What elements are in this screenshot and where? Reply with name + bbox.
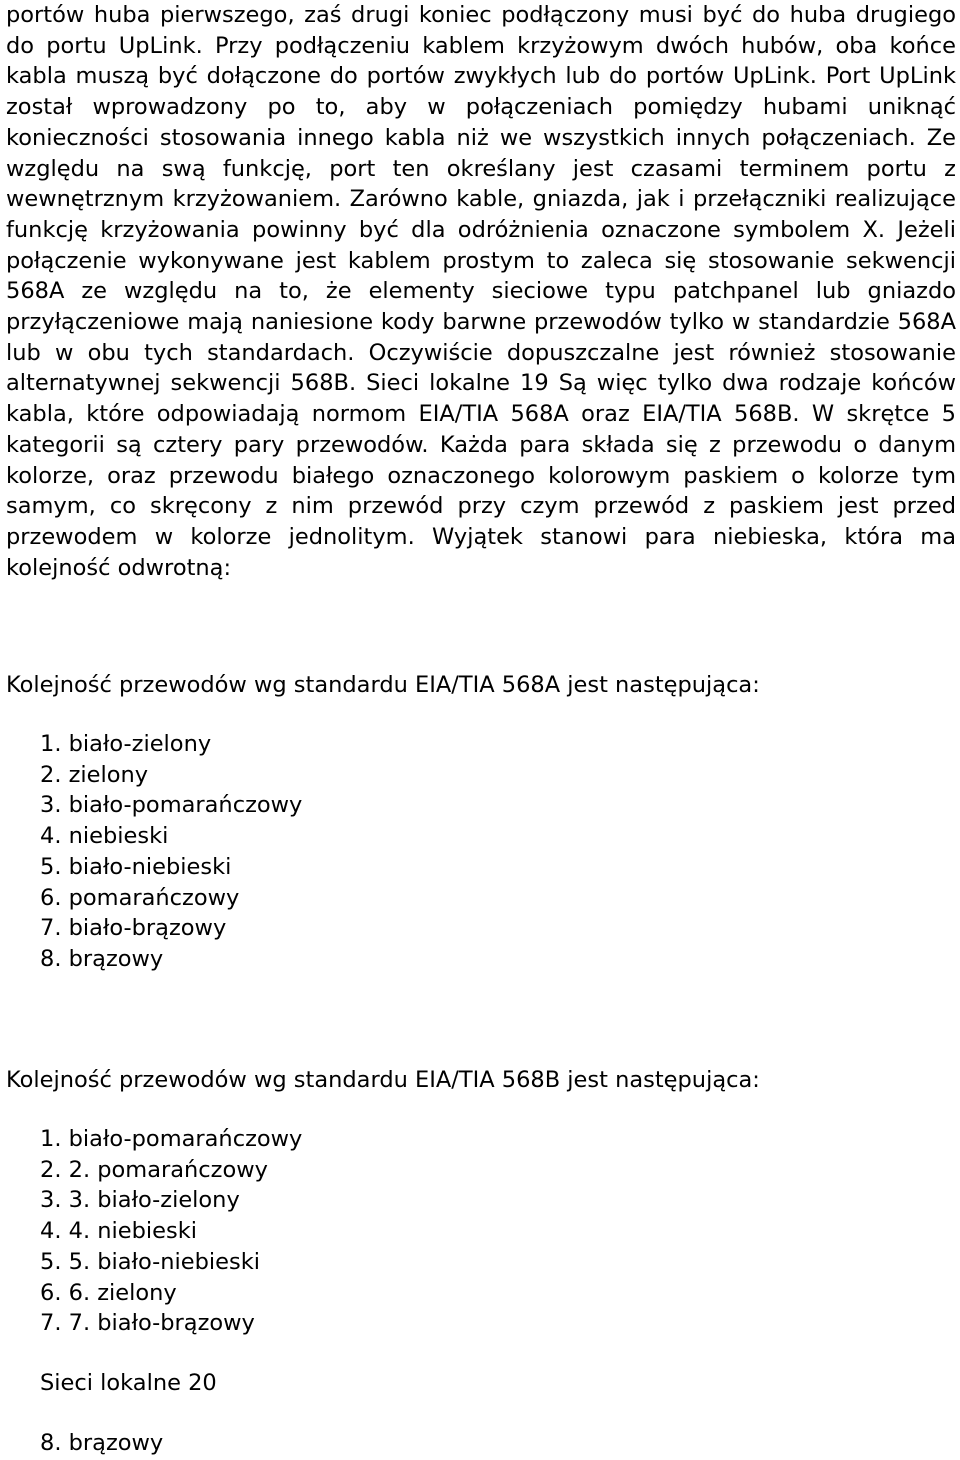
list-item: 4. niebieski <box>40 823 169 850</box>
body-paragraph: portów huba pierwszego, zaś drugi koniec podłączony musi być do huba drugiego do portu UpLink. Przy podłączeniu kablem krzyżowym dwóch hubów, oba końce kabla muszą być dołączone do portów zwykłych lub do portów UpLink. Port UpLink został wprowadzony po to, aby w połączeniach pomiędzy hubami uniknąć konieczności stosowania innego kabla niż we wszystkich innych połączeniach. Ze względu na swą funkcję, port ten określany jest czasami terminem portu z wewnętrznym krzyżowaniem. Zarówno kable, gniazda, jak i przełączniki realizujące funkcję krzyżowania powinny być dla odróżnienia oznaczone symbolem X. Jeżeli połączenie wykonywane jest kablem prostym to zaleca się stosowanie sekwencji 568A ze względu na to, że elementy sieciowe typu patchpanel lub gniazdo przyłączeniowe mają naniesione kody barwne przewodów tylko w standardzie 568A lub w obu tych standardach. Oczywiście dopuszczalne jest również stosowanie alternatywnej sekwencji 568B. Sieci lokalne 19 Są więc tylko dwa rodzaje końców kabla, które odpowiadają normom EIA/TIA 568A oraz EIA/TIA 568B. W skrętce 5 kategorii są cztery pary przewodów. Każda para składa się z przewodu o danym kolorze, oraz przewodu białego oznaczonego kolorowym paskiem o kolorze tym samym, co skręcony z nim przewód przy czym przewód z paskiem jest przed przewodem w kolorze jednolitym. Wyjątek stanowi para niebieska, która ma kolejność odwrotną: <box>6 2 956 581</box>
page-footer: Sieci lokalne 20 <box>40 1370 217 1396</box>
list-568b <box>40 1124 302 1339</box>
document-page <box>6 0 956 583</box>
list-item: 2. zielony <box>40 761 149 788</box>
list-568b-continued <box>40 1428 163 1459</box>
heading-568a: Kolejność przewodów wg standardu EIA/TIA 568A jest następująca: <box>6 672 760 698</box>
list-item: 2. 2. pomarańczowy <box>40 1156 268 1183</box>
list-item: 5. biało-niebieski <box>40 853 232 880</box>
list-item: 4. 4. niebieski <box>40 1218 197 1245</box>
list-568a <box>40 729 302 975</box>
list-item: 1. biało-pomarańczowy <box>40 1126 303 1152</box>
list-item: 6. pomarańczowy <box>40 884 240 911</box>
list-item: 8. brązowy <box>40 1430 164 1456</box>
list-item: 8. brązowy <box>40 945 164 972</box>
heading-568b: Kolejność przewodów wg standardu EIA/TIA 568B jest następująca: <box>6 1067 760 1093</box>
list-item: 7. biało-brązowy <box>40 915 227 942</box>
list-item: 1. biało-zielony <box>40 731 212 757</box>
list-item: 6. 6. zielony <box>40 1279 177 1306</box>
list-item: 3. 3. biało-zielony <box>40 1187 240 1214</box>
list-item: 5. 5. biało-niebieski <box>40 1248 260 1275</box>
list-item: 3. biało-pomarańczowy <box>40 792 303 819</box>
list-item: 7. 7. biało-brązowy <box>40 1310 255 1337</box>
